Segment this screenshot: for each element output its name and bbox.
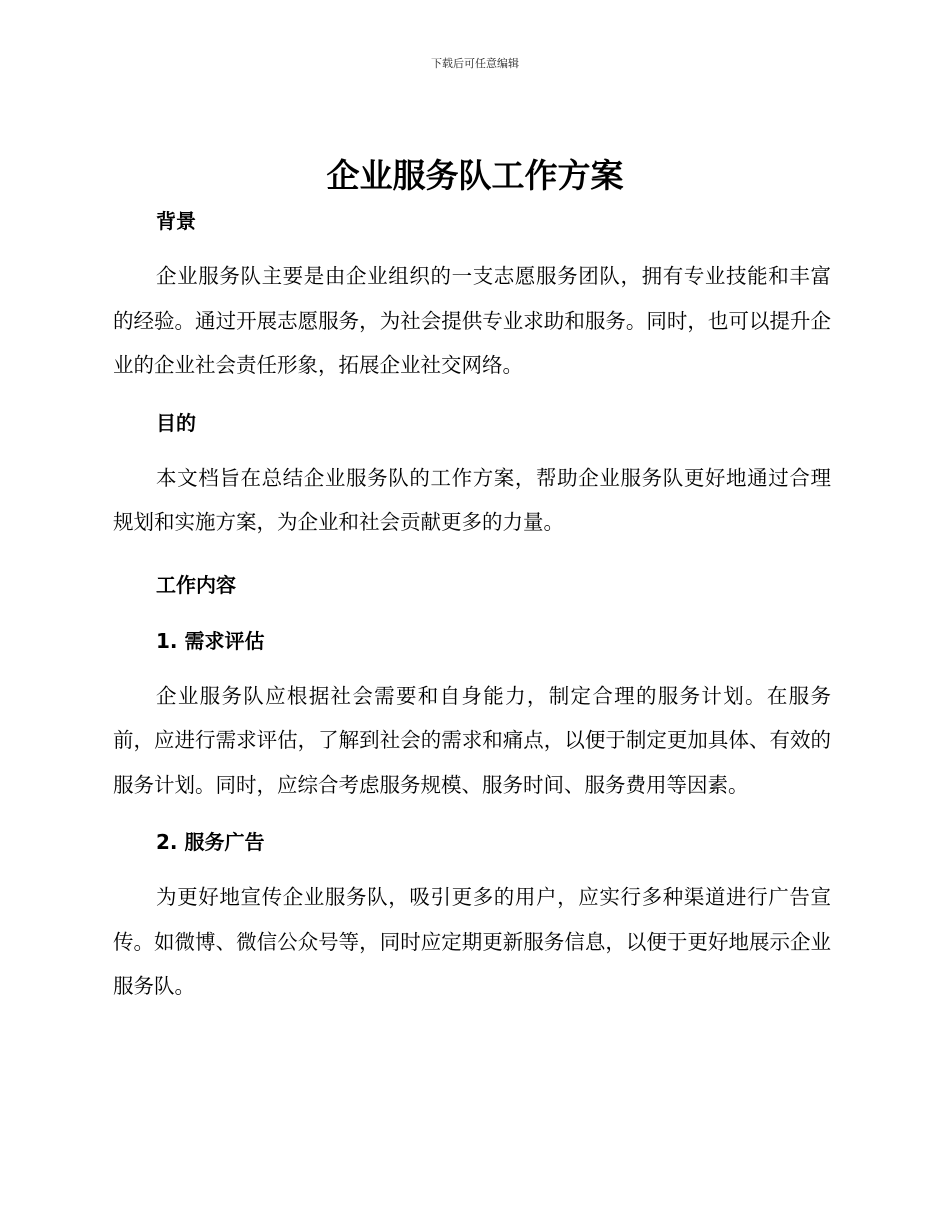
heading-needs-assessment: 1. 需求评估 [156,628,265,653]
paragraph-background: 企业服务队主要是由企业组织的一支志愿服务团队，拥有专业技能和丰富的经验。通过开展志愿服务，为社会提供专业求助和服务。同时，也可以提升企业的企业社会责任形象，拓展企业社交网络。 [113,264,831,377]
paragraph-needs-assessment: 企业服务队应根据社会需要和自身能力，制定合理的服务计划。在服务前，应进行需求评估，了解到社会的需求和痛点，以便于制定更加具体、有效的服务计划。同时，应综合考虑服务规模、服务时间、服务费用等因素。 [113,683,831,797]
paragraph-purpose: 本文档旨在总结企业服务队的工作方案，帮助企业服务队更好地通过合理规划和实施方案，为企业和社会贡献更多的力量。 [113,465,831,534]
header-note: 下载后可任意编辑 [431,57,519,70]
document-title: 企业服务队工作方案 [326,156,624,195]
document-body [113,203,831,1009]
heading-work-content: 工作内容 [156,572,236,597]
paragraph-service-ads: 为更好地宣传企业服务队，吸引更多的用户，应实行多种渠道进行广告宣传。如微博、微信公众号等，同时应定期更新服务信息，以便于更好地展示企业服务队。 [113,885,831,998]
heading-background: 背景 [156,209,196,233]
heading-service-ads: 2. 服务广告 [156,830,265,854]
heading-purpose: 目的 [156,410,196,435]
